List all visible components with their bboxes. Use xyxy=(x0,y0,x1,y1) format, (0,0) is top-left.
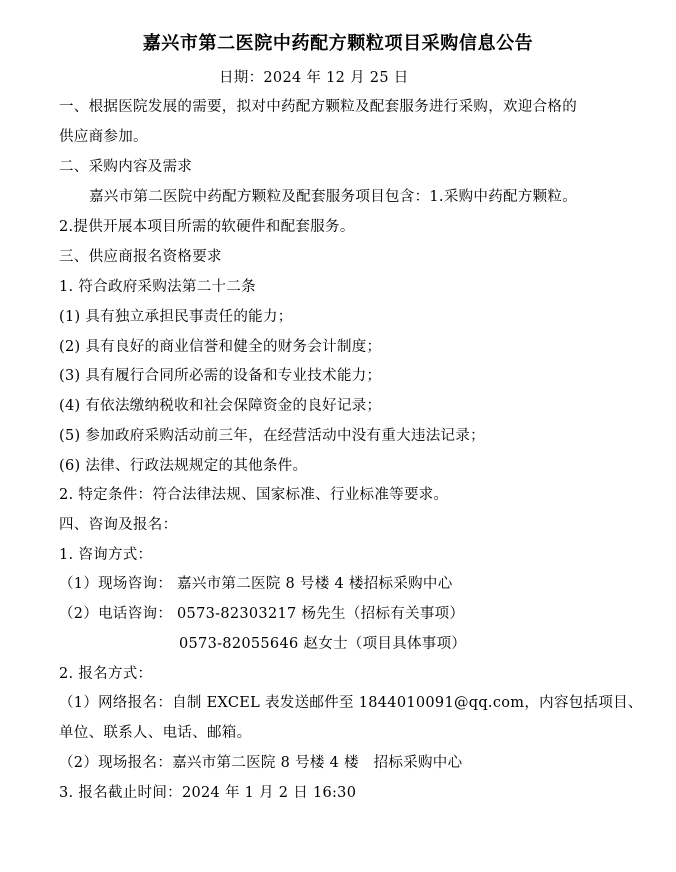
section-3-sub-item-1: (1) 具有独立承担民事责任的能力； xyxy=(59,309,293,325)
register-online-line-1: （1）网络报名：自制 EXCEL 表发送邮件至 1844010091@qq.com，内容包括项目、 xyxy=(59,695,643,711)
section-4-item-1: 1. 咨询方式： xyxy=(59,547,153,563)
section-3-sub-item-5: (5) 参加政府采购活动前三年，在经营活动中没有重大违法记录； xyxy=(59,428,485,444)
document-title: 嘉兴市第二医院中药配方颗粒项目采购信息公告 xyxy=(142,33,534,54)
section-1-text-line-2: 供应商参加。 xyxy=(59,129,148,145)
consult-phone: （2）电话咨询： 0573-82303217 杨先生（招标有关事项） xyxy=(59,606,465,622)
register-onsite: （2）现场报名：嘉兴市第二医院 8 号楼 4 楼 招标采购中心 xyxy=(59,755,463,771)
section-3-item-2: 2. 特定条件：符合法律法规、国家标准、行业标准等要求。 xyxy=(59,487,449,503)
consult-onsite: （1）现场咨询： 嘉兴市第二医院 8 号楼 4 楼招标采购中心 xyxy=(59,576,453,592)
register-online-line-2: 单位、联系人、电话、邮箱。 xyxy=(59,725,252,741)
registration-deadline: 3. 报名截止时间：2024 年 1 月 2 日 16:30 xyxy=(59,785,357,801)
section-3-sub-item-6: (6) 法律、行政法规规定的其他条件。 xyxy=(59,458,308,474)
announcement-date: 日期：2024 年 12 月 25 日 xyxy=(219,70,409,86)
section-3-sub-item-2: (2) 具有良好的商业信誉和健全的财务会计制度； xyxy=(59,339,382,355)
section-1-text-line-1: 一、根据医院发展的需要，拟对中药配方颗粒及配套服务进行采购，欢迎合格的 xyxy=(59,99,577,115)
section-2-heading: 二、采购内容及需求 xyxy=(59,159,193,175)
section-4-heading: 四、咨询及报名： xyxy=(59,517,178,533)
section-3-sub-item-4: (4) 有依法缴纳税收和社会保障资金的良好记录； xyxy=(59,398,382,414)
section-2-body-line-1: 嘉兴市第二医院中药配方颗粒及配套服务项目包含：1.采购中药配方颗粒。 xyxy=(89,189,578,205)
section-2-body-line-2: 2.提供开展本项目所需的软硬件和配套服务。 xyxy=(59,219,355,235)
section-3-sub-item-3: (3) 具有履行合同所必需的设备和专业技术能力； xyxy=(59,368,382,384)
consult-phone-2: 0573-82055646 赵女士（项目具体事项） xyxy=(179,636,467,652)
section-4-item-2: 2. 报名方式： xyxy=(59,666,153,682)
section-3-heading: 三、供应商报名资格要求 xyxy=(59,249,222,265)
section-3-item-1: 1. 符合政府采购法第二十二条 xyxy=(59,279,256,295)
